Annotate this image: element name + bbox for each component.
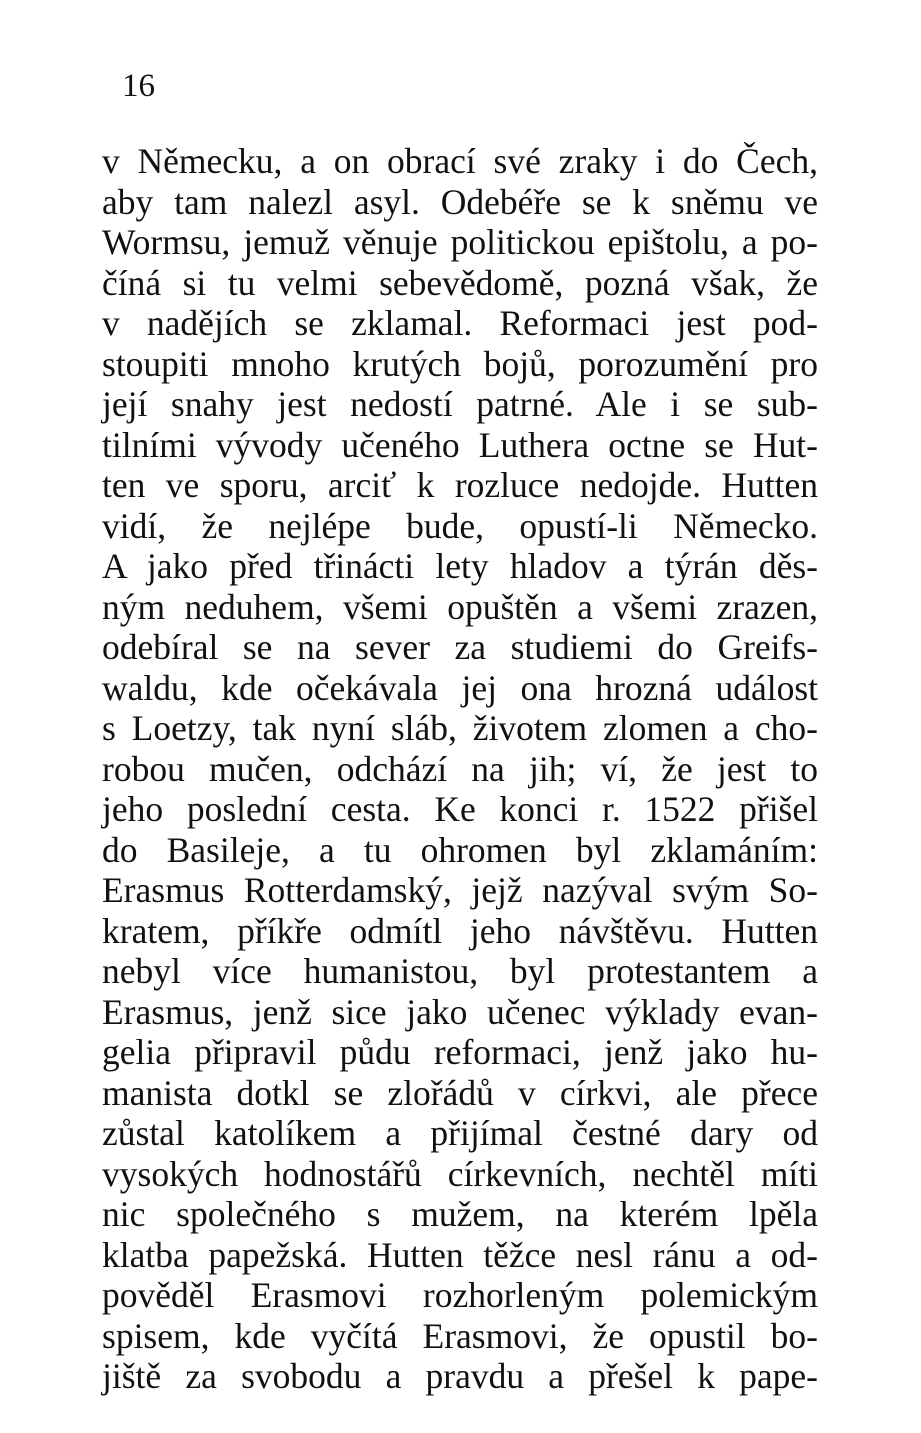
text-line: Wormsu, jemuž věnuje politickou epištolu, a po- (102, 222, 818, 262)
text-line: s Loetzy, tak nyní sláb, životem zlomen a cho- (102, 708, 818, 748)
text-line: vysokých hodnostářů církevních, nechtěl míti (102, 1153, 818, 1194)
text-line: gelia připravil půdu reformaci, jenž jako hu- (102, 1032, 818, 1072)
text-line: tilními vývody učeného Luthera octne se Hut- (102, 424, 818, 465)
text-line: její snahy jest nedostí patrné. Ale i se sub- (102, 384, 818, 424)
text-line: manista dotkl se zlořádů v církvi, ale přece (102, 1072, 818, 1113)
page-number: 16 (122, 68, 155, 104)
text-line: nebyl více humanistou, byl protestantem a (102, 951, 818, 991)
text-line: kratem, příkře odmítl jeho návštěvu. Hutten (102, 910, 818, 951)
text-line: v nadějích se zklamal. Reformaci jest pod- (102, 303, 818, 343)
text-line: robou mučen, odchází na jih; ví, že jest to (102, 748, 818, 789)
text-line: Erasmus, jenž sice jako učenec výklady evan- (102, 991, 818, 1032)
text-line: spisem, kde vyčítá Erasmovi, že opustil bo- (102, 1315, 818, 1356)
text-line: pověděl Erasmovi rozhorleným polemickým (102, 1275, 818, 1315)
text-line: ným neduhem, všemi opuštěn a všemi zrazen, (102, 586, 818, 627)
text-line: jiště za svobodu a pravdu a přešel k pape- (102, 1356, 818, 1396)
text-line: odebíral se na sever za studiemi do Greifs- (102, 627, 818, 667)
text-line: aby tam nalezl asyl. Odebéře se k sněmu ve (102, 181, 818, 222)
text-line: stoupiti mnoho krutých bojů, porozumění pro (102, 343, 818, 384)
text-line: do Basileje, a tu ohromen byl zklamáním: (102, 829, 818, 870)
text-line: vidí, že nejlépe bude, opustí-li Německo. (102, 505, 818, 546)
text-line: v Německu, a on obrací své zraky i do Čech, (102, 141, 818, 181)
text-line: waldu, kde očekávala jej ona hrozná událost (102, 667, 818, 708)
text-line: nic společného s mužem, na kterém lpěla (102, 1194, 818, 1234)
text-line: klatba papežská. Hutten těžce nesl ránu a od- (102, 1234, 818, 1275)
text-line: číná si tu velmi sebevědomě, pozná však, že (102, 262, 818, 303)
text-line: zůstal katolíkem a přijímal čestné dary od (102, 1113, 818, 1153)
text-line: A jako před třinácti lety hladov a týrán děs- (102, 546, 818, 586)
text-line: Erasmus Rotterdamský, jejž nazýval svým So- (102, 870, 818, 910)
text-line: jeho poslední cesta. Ke konci r. 1522 přišel (102, 789, 818, 829)
text-line: ten ve sporu, arciť k rozluce nedojde. Hutten (102, 465, 818, 505)
body-text (102, 141, 818, 1397)
